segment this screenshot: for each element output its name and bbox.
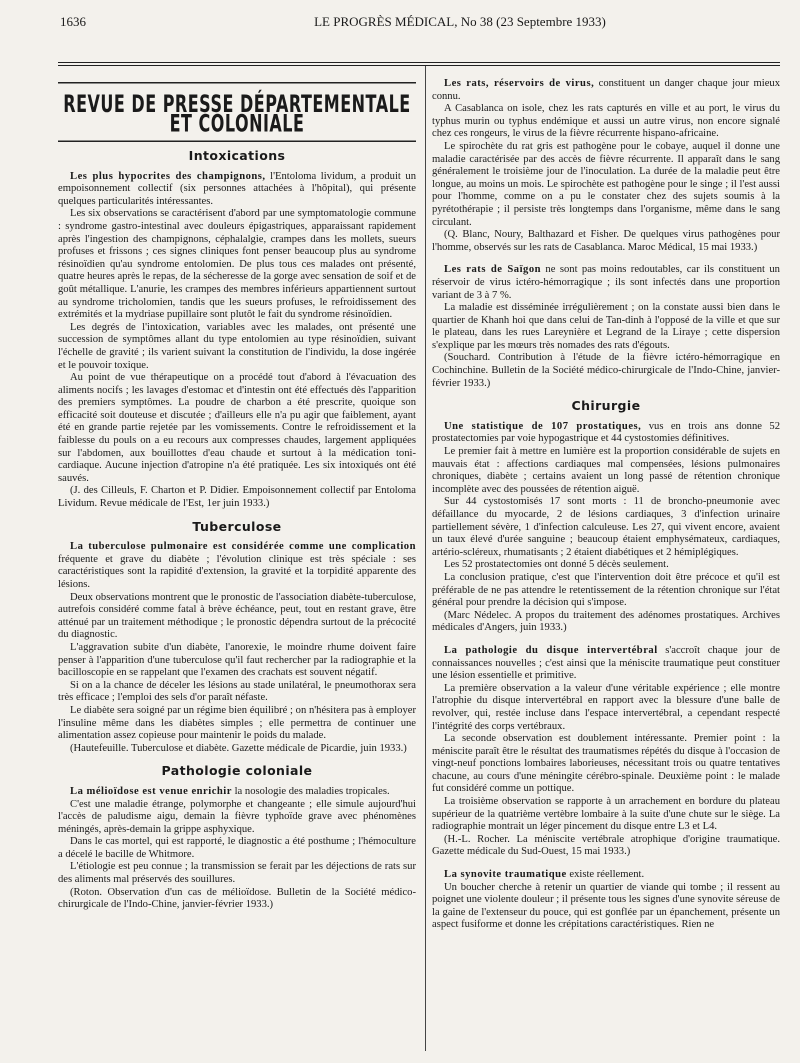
paragraph-text: Les six observations se caractérisent d'abord par une symptomatologie commune : syndrome gastro-intestinal avec douleurs épigastriques, apparaissant rapidement après l'ingestion des champignons, céphalalgie, crampes dans les mollets, sueurs profuses et frissons ; ces signes cliniques font penser beaucoup plus au syndrome résinoïdien qu'au syndrome entolomien. De plus tous ces malades ont présenté, quatre heures après le repas, de la sécheresse de la gorge avec sensation de soif et de goût métallique. L'anurie, les crampes des membres inférieurs appartiennent surtout au syndrome tricholomien, tandis que les sueurs profuses, le refroidissement des extrémités et la mydriase pupillaire sont plutôt le fait du syndrome résinoïdien. — [58, 208, 416, 321]
paragraph — [432, 352, 780, 390]
article — [432, 645, 780, 859]
section-body — [58, 541, 416, 755]
paragraph-text: Deux observations montrent que le pronostic de l'association diabète-tuberculose, autrefois considéré comme fatal à brève échéance, peut, tout en restant grave, être atténué par un traitement méthodique ; le pronostic dépendra surtout de la précocité du diagnostic. — [58, 591, 416, 641]
paragraph — [58, 208, 416, 321]
paragraph — [58, 786, 416, 799]
paragraph-text: C'est une maladie étrange, polymorphe et changeante ; elle simule aujourd'hui l'accès de paludisme aigu, demain la fièvre typhoïde grave avec phénomènes méningés, après-demain la grippe asphyxique. — [58, 798, 416, 835]
paragraph-text: A Casablanca on isole, chez les rats capturés en ville et au port, le virus du typhus murin ou typhus endémique et aussi un autre virus, non encore signalé chez ces rongeurs, le virus de la fièvre récurrente hispano-africaine. — [432, 103, 780, 140]
paragraph-text: l'Entoloma lividum, a produit un empoisonnement collectif (six personnes attachées à l'hôpital), qui présente quelques particularités intéressantes. — [58, 170, 417, 207]
article-lead: La synovite traumatique — [444, 869, 567, 881]
paragraph — [432, 421, 780, 446]
paragraph — [432, 559, 780, 572]
paragraph — [58, 485, 416, 510]
section-heading: Intoxications — [188, 148, 286, 163]
paragraph-text: Les 52 prostatectomies ont donné 5 décès seulement. — [444, 559, 669, 571]
section-heading: Pathologie coloniale — [161, 763, 313, 779]
article-lead: Les plus hypocrites des champignons, — [70, 170, 266, 182]
paragraph-text: Le diabète sera soigné par un régime bien équilibré ; on n'hésitera pas à employer l'insuline même dans les diabètes simples ; elle permettra de continuer une alimentation assez copieuse pour maintenir le poids du malade. — [58, 704, 416, 742]
paragraph — [432, 572, 780, 610]
right-articles-bottom — [432, 421, 780, 932]
paragraph — [432, 733, 780, 796]
paragraph — [58, 322, 416, 372]
paragraph-text: (H.-L. Rocher. La méniscite vertébrale atrophique d'origine traumatique. Gazette médicale du Sud-Ouest, 15 mai 1933.) — [432, 833, 780, 858]
paragraph-text: (Q. Blanc, Noury, Balthazard et Fisher. De quelques virus pathogènes pour l'homme, observés sur les rats de Casablanca. Maroc Médical, 15 mai 1933.) — [432, 229, 780, 253]
paragraph — [432, 645, 780, 683]
article — [432, 264, 780, 390]
paragraph-text: Au point de vue thérapeutique on a procédé tout d'abord à l'évacuation des aliments nocifs ; les lavages d'estomac et d'intestin ont été effectués dès l'apparition des premiers symptômes. La poudre de charbon a été prescrite, quoique son efficacité soit douteuse et discutée ; d'ailleurs elle n'a pu agir que faiblement, ayant été en grande partie rejetée par les vomissements. Contre le refroidissement et la faiblesse du pouls on a eu recours aux compresses chaudes, largement appliquées sur l'abdomen, aux bouillottes d'eau chaude et surtout à la médication toni-cardiaque. Aucune injection d'atropine n'a été pratiquée. Les six intoxiqués ont été sauvés. — [58, 372, 416, 484]
paragraph-text: fréquente et grave du diabète ; l'évolution clinique est très spéciale : ses caractéristiques sont la rapidité d'extension, la gravité et la torpidité apparente des lésions. — [58, 553, 416, 590]
article — [58, 171, 416, 511]
article-lead: Les rats, réservoirs de virus, — [444, 78, 595, 89]
paragraph-text: La conclusion pratique, c'est que l'intervention doit être précoce et qu'il est préférable de ne pas attendre le retentissement de la rétention chronique sur l'état général pour prendre la décision qui s'impose. — [432, 571, 780, 609]
paragraph-text: s'accroît chaque jour de connaissances nouvelles ; c'est ainsi que la méniscite traumatique peut constituer une lésion essentielle et primitive. — [432, 644, 780, 682]
paragraph — [432, 302, 780, 352]
paragraph-text: vus en trois ans donne 52 prostatectomies par voie hypogastrique et 44 cystostomies définitives. — [432, 420, 780, 445]
article-lead: Les rats de Saïgon — [444, 264, 542, 276]
section-body — [58, 786, 416, 912]
paragraph — [432, 78, 780, 103]
paragraph — [58, 680, 416, 705]
paragraph-text: Un boucher cherche à retenir un quartier de viande qui tombe ; il ressent au poignet une violente douleur ; il présente tous les signes d'une synovite séreuse de la gaine de l'extenseur du pouce, qui est gonflée par un épanchement, présente un aspect fusiforme et donne les crépitations caractéristiques. Rien ne — [432, 881, 780, 931]
paragraph — [432, 796, 780, 834]
right-column — [432, 72, 780, 942]
paragraph — [58, 541, 416, 591]
paragraph-text: La seconde observation est doublement intéressante. Premier point : la méniscite paraît être le résultat des traumatismes répétés du disque à l'occasion de vingt-neuf ponctions lombaires laborieuses, nécessitant trois ou quatre tentatives chacune, au cours d'une méningite cérébro-spinale. Deuxième point : le malade fut considéré comme un pottique. — [432, 733, 780, 795]
article-lead: La mélioïdose est venue enrichir — [70, 785, 232, 797]
page-header — [60, 14, 780, 36]
paragraph-text: la nosologie des maladies tropicales. — [231, 785, 390, 797]
banner-wrap — [58, 82, 416, 140]
paragraph-text: Dans le cas mortel, qui est rapporté, le diagnostic a été posthume ; l'hémoculture a décelé le bacille de Whitmore. — [58, 836, 416, 860]
paragraph — [58, 743, 416, 756]
paragraph-text: existe réellement. — [566, 869, 645, 881]
paragraph-text: La première observation a la valeur d'une véritable expérience ; elle montre l'atrophie du disque intervertébral en rapport avec la blessure d'une balle de revolver, qui, restée incluse dans l'espace intervertébral, a cependant respecté l'intégrité des corps vertébraux. — [432, 682, 780, 732]
paragraph — [432, 869, 780, 882]
page-number: 1636 — [60, 14, 86, 29]
left-sections — [58, 150, 416, 912]
paragraph — [432, 446, 780, 496]
paragraph — [58, 171, 416, 209]
left-column — [58, 72, 416, 922]
paragraph-text: Les degrés de l'intoxication, variables avec les malades, ont présenté une succession de symptômes allant du type entolomien au type résinoïdien, suivant l'échelle de gravité ; ils varient suivant la constitution de l'individu, la dose ingérée et le pouvoir toxique. — [58, 321, 416, 371]
paragraph — [432, 496, 780, 559]
article — [58, 541, 416, 755]
paragraph — [58, 642, 416, 680]
paragraph-text: Le premier fait à mettre en lumière est la proportion considérable de sujets en mauvais état : affections cardiaques mal compensées, lésions pulmonaires chroniques, diabète ; certains avaient un long passé de rétention chronique incomplète avec des poussées de rétention aiguë. — [432, 446, 780, 495]
header-rule-thin — [58, 65, 780, 66]
paragraph-text: ne sont pas moins redoutables, car ils constituent un réservoir de virus ictéro-hémorragique ; ils sont infectés dans une proportion variant de 3 à 7 %. — [432, 264, 780, 301]
paragraph-text: L'étiologie est peu connue ; la transmission se ferait par les déjections de rats sur des aliments mal préservés des souillures. — [58, 861, 416, 886]
paragraph — [432, 610, 780, 635]
paragraph — [432, 264, 780, 302]
paragraph-text: Sur 44 cystostomisés 17 sont morts : 11 de broncho-pneumonie avec défaillance du myocarde, 2 de lésions cardiaques, 3 d'infection urinaire partiellement sévère, 1 d'infection calculeuse. Les 27, qui vivent encore, avaient un taux élevé d'urée sanguine ; beaucoup étaient emphysémateux, cardiaques, artério-scléreux, rhumatisants ; 2 étaient diabétiques et 2 hémiplégiques. — [432, 496, 780, 558]
paragraph-text: constituent un danger chaque jour mieux connu. — [432, 78, 780, 102]
article-lead: Une statistique de 107 prostatiques, — [444, 420, 642, 432]
paragraph-text: L'aggravation subite d'un diabète, l'anorexie, le moindre rhume doivent faire penser à l'apparition d'une tuberculose qu'il faut rechercher par la radiographie et la bacilloscopie en se rappelant que l'examen des crachats est souvent négatif. — [58, 641, 416, 679]
paragraph — [432, 103, 780, 141]
paragraph — [58, 372, 416, 485]
section-body — [58, 171, 416, 511]
paragraph-text: (Hautefeuille. Tuberculose et diabète. Gazette médicale de Picardie, juin 1933.) — [70, 742, 407, 754]
paragraph-text: (Marc Nédelec. A propos du traitement des adénomes prostatiques. Archives médicales d'Angers, juin 1933.) — [432, 609, 780, 634]
article — [58, 786, 416, 912]
paragraph-text: La troisième observation se rapporte à un arrachement en bordure du plateau supérieur de la quatrième vertèbre lombaire à la suite d'une chute sur le siège. La radiographie montrait un léger pincement du disque entre L3 et L4. — [432, 796, 780, 833]
paragraph — [432, 834, 780, 859]
paragraph-text: (Roton. Observation d'un cas de mélioïdose. Bulletin de la Société médico-chirurgicale de l'Indo-Chine, janvier-février 1933.) — [58, 886, 416, 911]
article — [432, 421, 780, 635]
paragraph — [432, 229, 780, 254]
paragraph-text: Le spirochète du rat gris est pathogène pour le cobaye, auquel il donne une maladie caractérisée par des accès de fièvre récurrente. Il apparaît dans le sang généralement le troisième jour de l'inoculation. La durée de la maladie peut être longue, au moins un mois. Le spirochète est pathogène pour le singe ; il l'est aussi pour l'homme, comme on a pu le constater chez des sujets soumis à la pyrétothérapie ; il persiste très longtemps dans l'organisme, même dans le sang circulant. — [432, 140, 780, 228]
paragraph-text: La maladie est disséminée irrégulièrement ; on la constate aussi bien dans le quartier de Khanh hoi que dans celui de Tan-dinh à l'opposé de la ville et que sur le plateau, dans les rues Lareynière et Legrand de la Liraye ; cette dispersion s'explique par les mœurs très nomades des rats d'égouts. — [432, 302, 780, 351]
column-divider — [425, 66, 426, 1051]
section-banner: REVUE DE PRESSE DÉPARTEMENTALE ET COLONIALE — [58, 82, 416, 142]
paragraph — [58, 887, 416, 912]
header-rule — [58, 62, 780, 63]
paragraph — [58, 705, 416, 743]
paragraph — [58, 592, 416, 642]
paragraph — [432, 882, 780, 932]
section-heading-chirurgie: Chirurgie — [571, 398, 641, 414]
article-lead: La tuberculose pulmonaire est considérée comme une complication — [70, 541, 416, 553]
right-articles-top — [432, 78, 780, 390]
article — [432, 869, 780, 932]
article-lead: La pathologie du disque intervertébral — [444, 644, 658, 656]
paragraph — [432, 141, 780, 229]
paragraph — [432, 683, 780, 733]
section-heading: Tuberculose — [192, 518, 282, 534]
paragraph-text: (J. des Cilleuls, F. Charton et P. Didier. Empoisonnement collectif par Entoloma Lividum. Revue médicale de l'Est, 1er juin 1933.) — [58, 485, 416, 510]
article — [432, 78, 780, 254]
journal-title: LE PROGRÈS MÉDICAL, No 38 (23 Septembre 1933) — [314, 14, 606, 29]
paragraph-text: (Souchard. Contribution à l'étude de la fièvre ictéro-hémorragique en Cochinchine. Bulletin de la Société médico-chirurgicale de l'Indo-Chine, janvier-février 1933.) — [432, 352, 780, 389]
paragraph — [58, 836, 416, 861]
paragraph — [58, 861, 416, 886]
paragraph — [58, 799, 416, 837]
paragraph-text: Si on a la chance de déceler les lésions au stade unilatéral, le pneumothorax sera très efficace ; l'emploi des sels d'or paraît néfaste. — [58, 679, 416, 704]
